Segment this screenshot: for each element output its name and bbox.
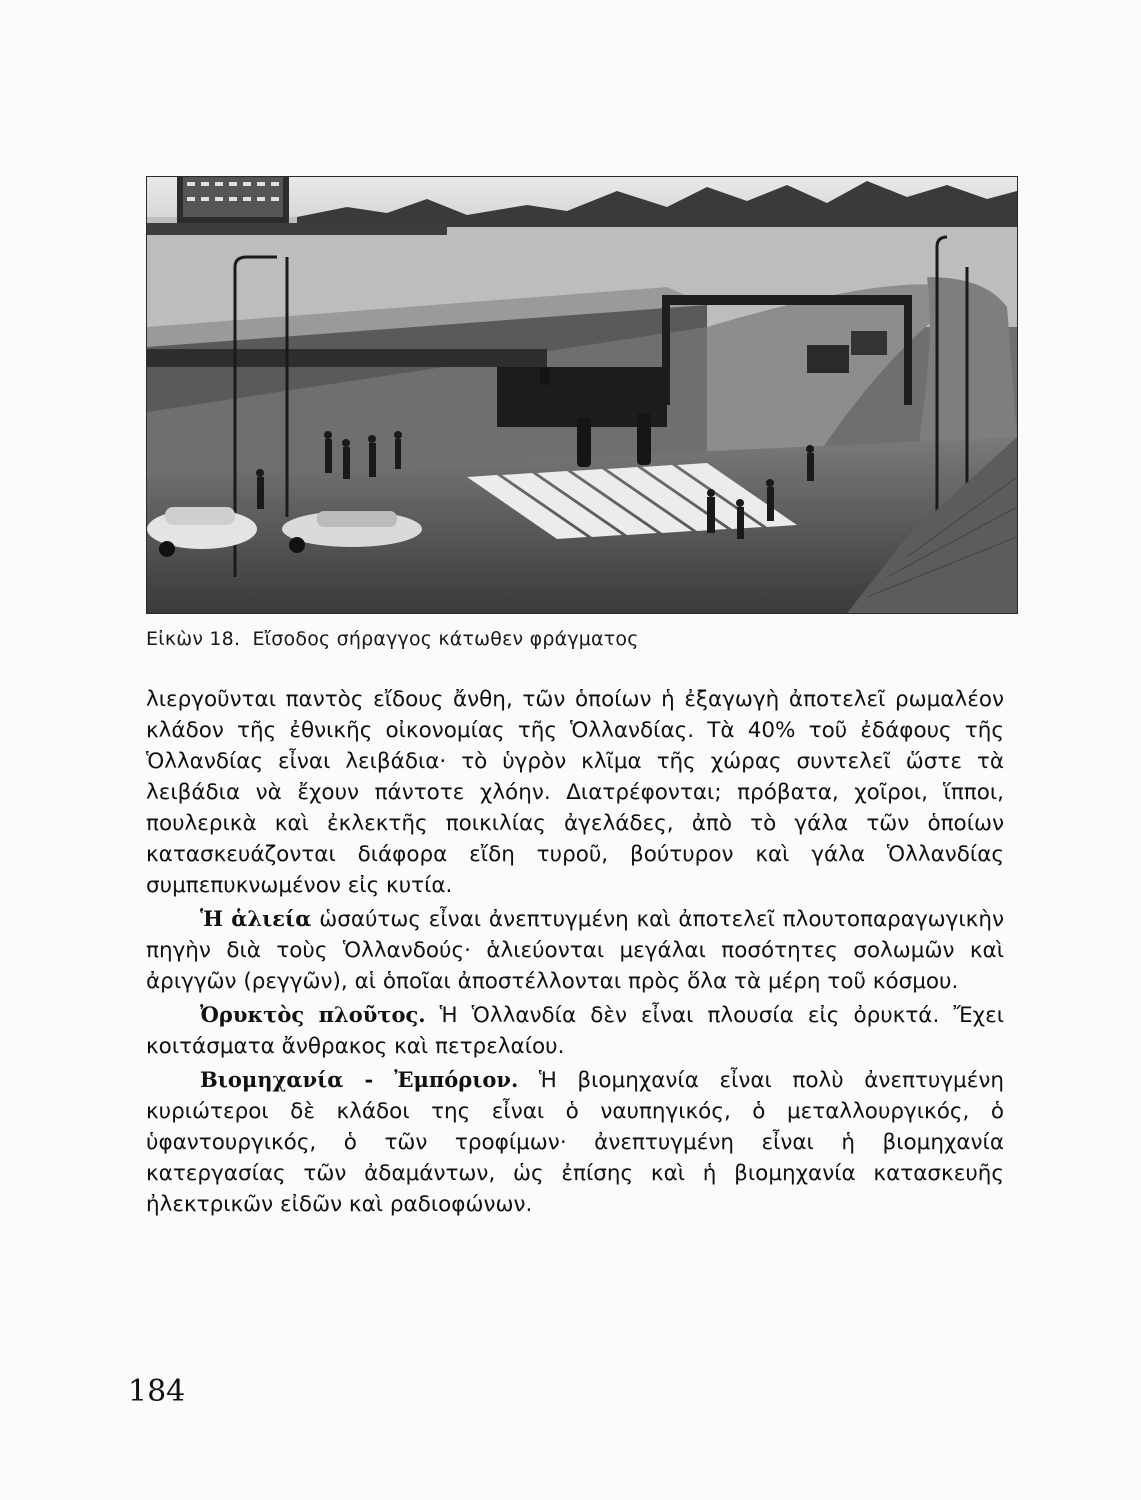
paragraph-text: λιεργοῦνται παντὸς εἴδους ἄνθη, τῶν ὁποίων ἡ ἐξαγωγὴ ἀποτελεῖ ρωμαλέον κλάδον τῆς ἐθνικῆς οἰκονομίας τῆς Ὁλλανδίας. Τὰ 40% τοῦ ἐδάφους τῆς Ὁλλανδίας εἶναι λειβάδια· τὸ ὑγρὸν κλῖμα τῆς χώρας συντελεῖ ὥστε τὰ λειβάδια νὰ ἔχουν πάντοτε χλόην. Διατρέφονται; πρόβατα, χοῖροι, ἵπποι, πουλερικὰ καὶ ἐκλεκτῆς ποικιλίας ἀγελάδες, ἀπὸ τὸ γάλα τῶν ὁποίων κατασκευάζονται διάφορα εἴδη τυροῦ, βούτυρον καὶ γάλα Ὁλλανδίας συμπεπυκνωμένον εἰς κυτία. bbox=[146, 687, 1004, 898]
section-heading: Βιομηχανία - Ἐμπόριον. bbox=[200, 1067, 519, 1092]
body-text bbox=[146, 684, 1004, 1220]
figure-photo bbox=[146, 176, 1018, 614]
paragraph-text: Ἡ βιομηχανία εἶναι πολὺ ἀνεπτυγμένη κυριώτεροι δὲ κλάδοι της εἶναι ὁ ναυπηγικός, ὁ μεταλλουργικός, ὁ ὑφαντουργικός, ὁ τῶν τροφίμων· ἀνεπτυγμένη εἶναι ἡ βιομηχανία κατεργασίας τῶν ἀδαμάντων, ὡς ἐπίσης καὶ ἡ βιομηχανία κατασκευῆς ἠλεκτρικῶν εἰδῶν καὶ ραδιοφώνων. bbox=[146, 1068, 1004, 1217]
figure-label: Εἰκὼν 18. bbox=[146, 628, 241, 650]
section-heading: Ἡ ἁλιεία bbox=[200, 906, 312, 931]
paragraph-fishing bbox=[146, 903, 1004, 997]
paragraph-minerals bbox=[146, 999, 1004, 1062]
paragraph-text: ὡσαύτως εἶναι ἀνεπτυγμένη καὶ ἀποτελεῖ πλουτοπαραγωγικὴν πηγὴν διὰ τοὺς Ὁλλανδούς· ἁλιεύονται μεγάλαι ποσότητες σολωμῶν καὶ ἀριγγῶν (ρεγγῶν), αἱ ὁποῖαι ἀποστέλλονται πρὸς ὅλα τὰ μέρη τοῦ κόσμου. bbox=[146, 907, 1004, 994]
section-heading: Ὀρυκτὸς πλοῦτος. bbox=[200, 1002, 426, 1027]
page-number: 184 bbox=[128, 1374, 186, 1409]
figure-caption bbox=[146, 628, 639, 650]
paragraph-flowers bbox=[146, 684, 1004, 901]
figure-caption-text: Εἴσοδος σήραγγος κάτωθεν φράγματος bbox=[252, 628, 639, 650]
paragraph-text: Ἡ Ὁλλανδία δὲν εἶναι πλουσία εἰς ὀρυκτά. Ἔχει κοιτάσματα ἄνθρακος καὶ πετρελαίου. bbox=[146, 1003, 1004, 1059]
paragraph-industry bbox=[146, 1064, 1004, 1220]
